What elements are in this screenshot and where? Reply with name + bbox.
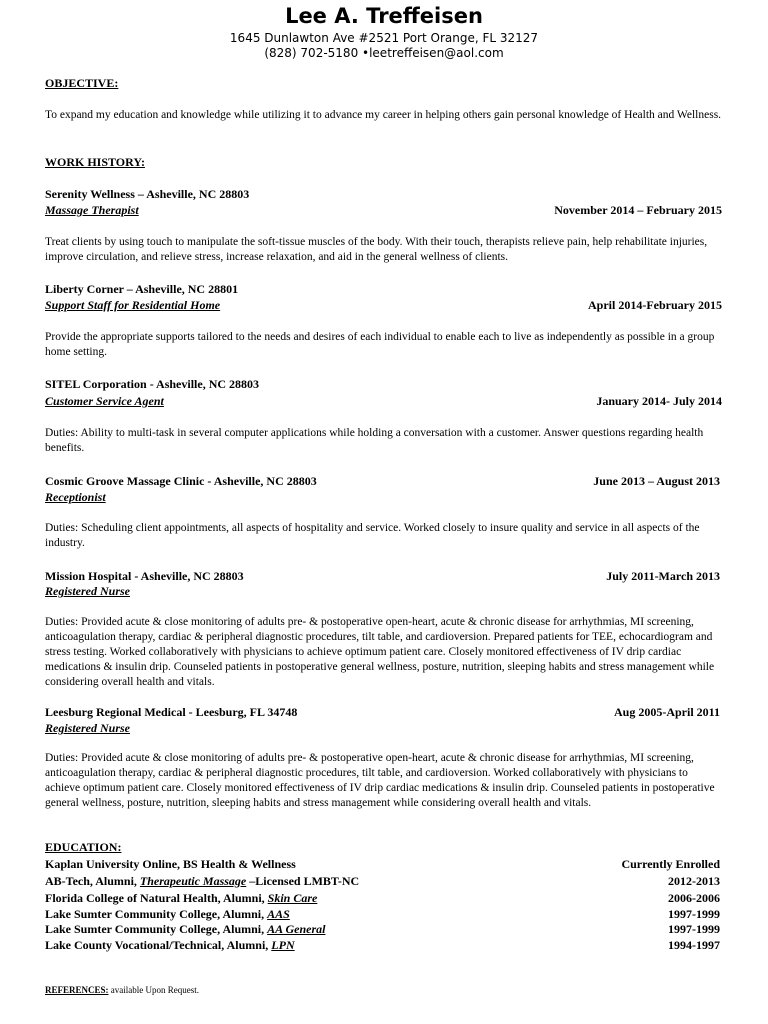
- contact-phone-email: (828) 702-5180 •leetreffeisen@aol.com: [264, 46, 504, 60]
- job-employer: Mission Hospital - Asheville, NC 28803: [45, 569, 244, 583]
- job-employer: Liberty Corner – Asheville, NC 28801: [45, 282, 239, 296]
- job-dates: January 2014- July 2014: [596, 394, 722, 408]
- job-title: Customer Service Agent: [45, 394, 164, 408]
- education-program: AA General: [267, 922, 326, 936]
- education-school: Kaplan University Online, BS Health & Wellness: [45, 857, 296, 871]
- job-title: Massage Therapist: [45, 203, 139, 217]
- job-description: Duties: Provided acute & close monitoring of adults pre- & postoperative open-heart, acute & chronic disease for arrhythmias, MI screening, anticoagulation therapy, cardiac & peripheral diagnostic procedures, tilt table, and cardioversion. Prepared patients for TEE, echocardiogram and stress testing. Worked collaboratively with physicians to achieve optimum patient care. Closely monitored effectiveness of IV drip cardiac medications & insulin drip. Counseled patients in postoperative general wellness, posture, nutrition, sleeping habits and stress management while considering overall health and vitals.: [45, 616, 715, 688]
- job-employer: SITEL Corporation - Asheville, NC 28803: [45, 377, 260, 391]
- education-note: –Licensed LMBT-NC: [246, 874, 360, 888]
- education-dates: 1997-1999: [668, 922, 720, 936]
- job-dates: June 2013 – August 2013: [593, 474, 720, 488]
- education-school: Florida College of Natural Health, Alumni,: [45, 891, 268, 905]
- job-description: Treat clients by using touch to manipulate the soft-tissue muscles of the body. With their touch, therapists relieve pain, help rehabilitate injuries, improve circulation, and relieve stress, increase relaxation, and aid in the general wellness of clients.: [45, 236, 708, 263]
- job-description: Duties: Ability to multi-task in several computer applications while holding a conversation with a customer. Answer questions regarding health benefits.: [45, 427, 704, 454]
- job-dates: November 2014 – February 2015: [554, 203, 722, 217]
- education-item: [45, 891, 720, 907]
- education-program: Therapeutic Massage: [139, 874, 247, 888]
- resume-name: Lee A. Treffeisen: [285, 4, 483, 28]
- job-employer: Leesburg Regional Medical - Leesburg, FL 34748: [45, 705, 298, 719]
- education-program: LPN: [271, 938, 295, 952]
- education-school: Lake Sumter Community College, Alumni,: [45, 907, 268, 921]
- education-dates: Currently Enrolled: [621, 857, 720, 871]
- education-item: [45, 922, 720, 938]
- education-dates: 1994-1997: [668, 938, 720, 952]
- job-title: Registered Nurse: [45, 721, 130, 735]
- job-title: Support Staff for Residential Home: [45, 298, 221, 312]
- education-program: Skin Care: [267, 891, 318, 905]
- job-title: Receptionist: [45, 490, 106, 504]
- education-item: [45, 938, 720, 954]
- education-item: [45, 907, 720, 923]
- job-description: Provide the appropriate supports tailored to the needs and desires of each individual to enable each to live as independently as possible in a group home setting.: [45, 331, 715, 358]
- education-dates: 2006-2006: [668, 891, 720, 905]
- contact-address: 1645 Dunlawton Ave #2521 Port Orange, FL 32127: [229, 31, 539, 45]
- education-school: Lake County Vocational/Technical, Alumni,: [45, 938, 272, 952]
- objective-heading: OBJECTIVE:: [45, 76, 119, 90]
- objective-text: To expand my education and knowledge while utilizing it to advance my career in helping others gain personal knowledge of Health and Wellness.: [45, 109, 722, 121]
- education-item: [45, 874, 720, 890]
- job-dates: July 2011-March 2013: [606, 569, 720, 583]
- references-label: REFERENCES:: [45, 985, 109, 995]
- references-text: available Upon Request.: [108, 985, 199, 995]
- job-description: Duties: Provided acute & close monitoring of adults pre- & postoperative open-heart, acute & chronic disease for arrhythmias, MI screening, anticoagulation therapy, cardiac & peripheral diagnostic procedures, tilt table, and cardioversion. Worked collaboratively with physicians to achieve optimum patient care. Closely monitored effectiveness of IV drip cardiac medications & insulin drip. Counseled patients in postoperative general wellness, posture, nutrition, sleeping habits and stress management while considering overall health and vitals.: [45, 752, 715, 809]
- work-history-heading: WORK HISTORY:: [45, 155, 145, 169]
- education-school: AB-Tech, Alumni,: [45, 874, 140, 888]
- references-line: [45, 985, 199, 995]
- job-dates: April 2014-February 2015: [588, 298, 722, 312]
- job-title: Registered Nurse: [45, 584, 130, 598]
- job-dates: Aug 2005-April 2011: [613, 705, 720, 719]
- education-heading: EDUCATION:: [45, 840, 122, 854]
- education-school: Lake Sumter Community College, Alumni,: [45, 922, 268, 936]
- job-employer: Serenity Wellness – Asheville, NC 28803: [45, 187, 250, 201]
- education-dates: 2012-2013: [668, 874, 720, 888]
- job-description: Duties: Scheduling client appointments, all aspects of hospitality and service. Worked closely to insure quality and service in all aspects of the industry.: [45, 522, 700, 549]
- education-program: AAS: [267, 907, 290, 921]
- job-employer: Cosmic Groove Massage Clinic - Asheville, NC 28803: [45, 474, 317, 488]
- education-dates: 1997-1999: [668, 907, 720, 921]
- education-item: [45, 857, 720, 873]
